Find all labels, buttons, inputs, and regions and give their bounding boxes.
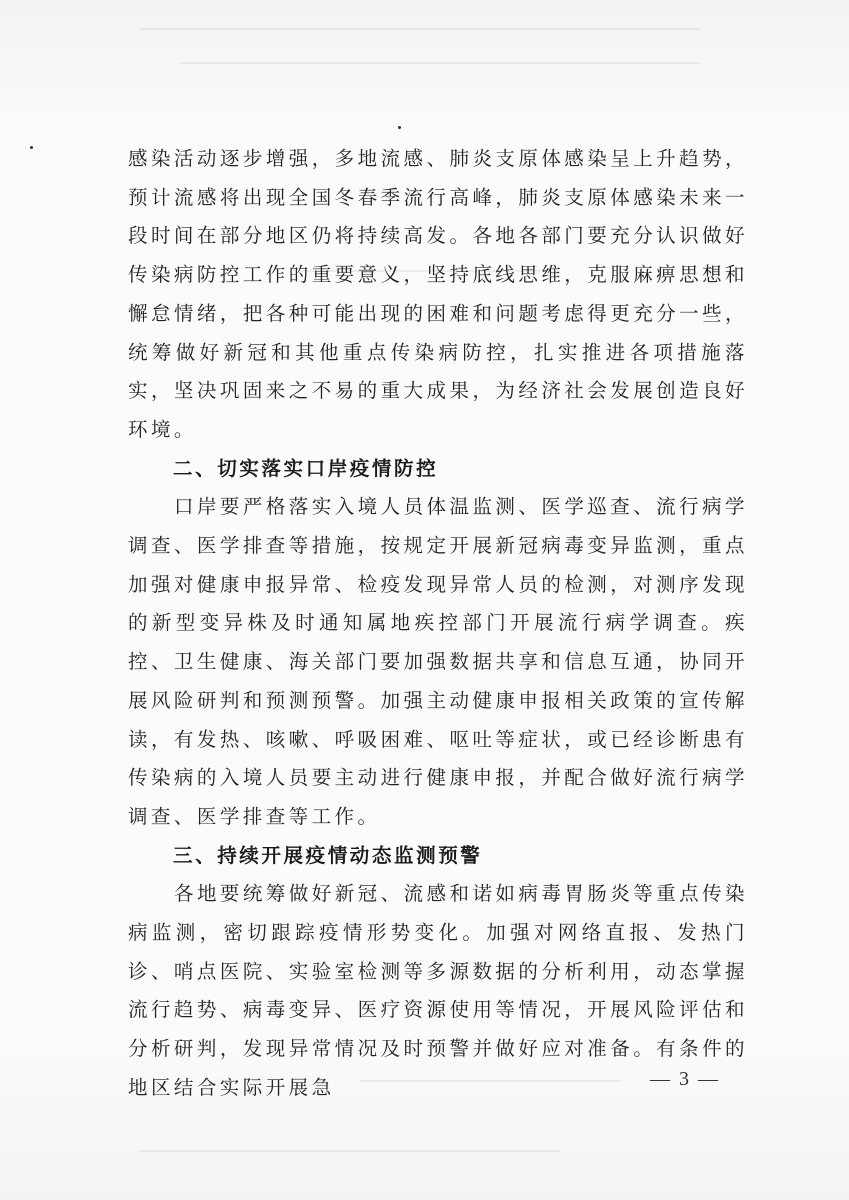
document-body — [128, 140, 748, 1108]
bleed-through-line — [180, 62, 700, 64]
bleed-through-line — [140, 28, 700, 30]
section-heading-port-control: 二、切实落实口岸疫情防控 — [173, 456, 439, 480]
bleed-through-line — [140, 1150, 560, 1152]
section-heading-monitoring: 三、持续开展疫情动态监测预警 — [173, 843, 483, 867]
scan-speck — [398, 126, 401, 129]
paragraph-continuation: 感染活动逐步增强，多地流感、肺炎支原体感染呈上升趋势，预计流感将出现全国冬春季流行高峰，肺炎支原体感染未来一段时间在部分地区仍将持续高发。各地各部门要充分认识做好传染病防控工作的重要意义，坚持底线思维，克服麻痹思想和懈怠情绪，把各种可能出现的困难和问题考虑得更充分一些，统筹做好新冠和其他重点传染病防控，扎实推进各项措施落实，坚决巩固来之不易的重大成果，为经济社会发展创造良好环境。 — [128, 147, 748, 441]
page-number: — 3 — — [650, 1068, 720, 1090]
scan-speck — [30, 146, 33, 149]
paragraph-port-control: 口岸要严格落实入境人员体温监测、医学巡查、流行病学调查、医学排查等措施，按规定开展新冠病毒变异监测，重点加强对健康申报异常、检疫发现异常人员的检测，对测序发现的新型变异株及时通知属地疾控部门开展流行病学调查。疾控、卫生健康、海关部门要加强数据共享和信息互通，协同开展风险研判和预测预警。加强主动健康申报相关政策的宣传解读，有发热、咳嗽、呼吸困难、呕吐等症状，或已经诊断患有传染病的入境人员要主动进行健康申报，并配合做好流行病学调查、医学排查等工作。 — [128, 495, 748, 828]
paragraph-monitoring: 各地要统筹做好新冠、流感和诺如病毒胃肠炎等重点传染病监测，密切跟踪疫情形势变化。加强对网络直报、发热门诊、哨点医院、实验室检测等多源数据的分析利用，动态掌握流行趋势、病毒变异、医疗资源使用等情况，开展风险评估和分析研判，发现异常情况及时预警并做好应对准备。有条件的地区结合实际开展急 — [128, 882, 748, 1099]
